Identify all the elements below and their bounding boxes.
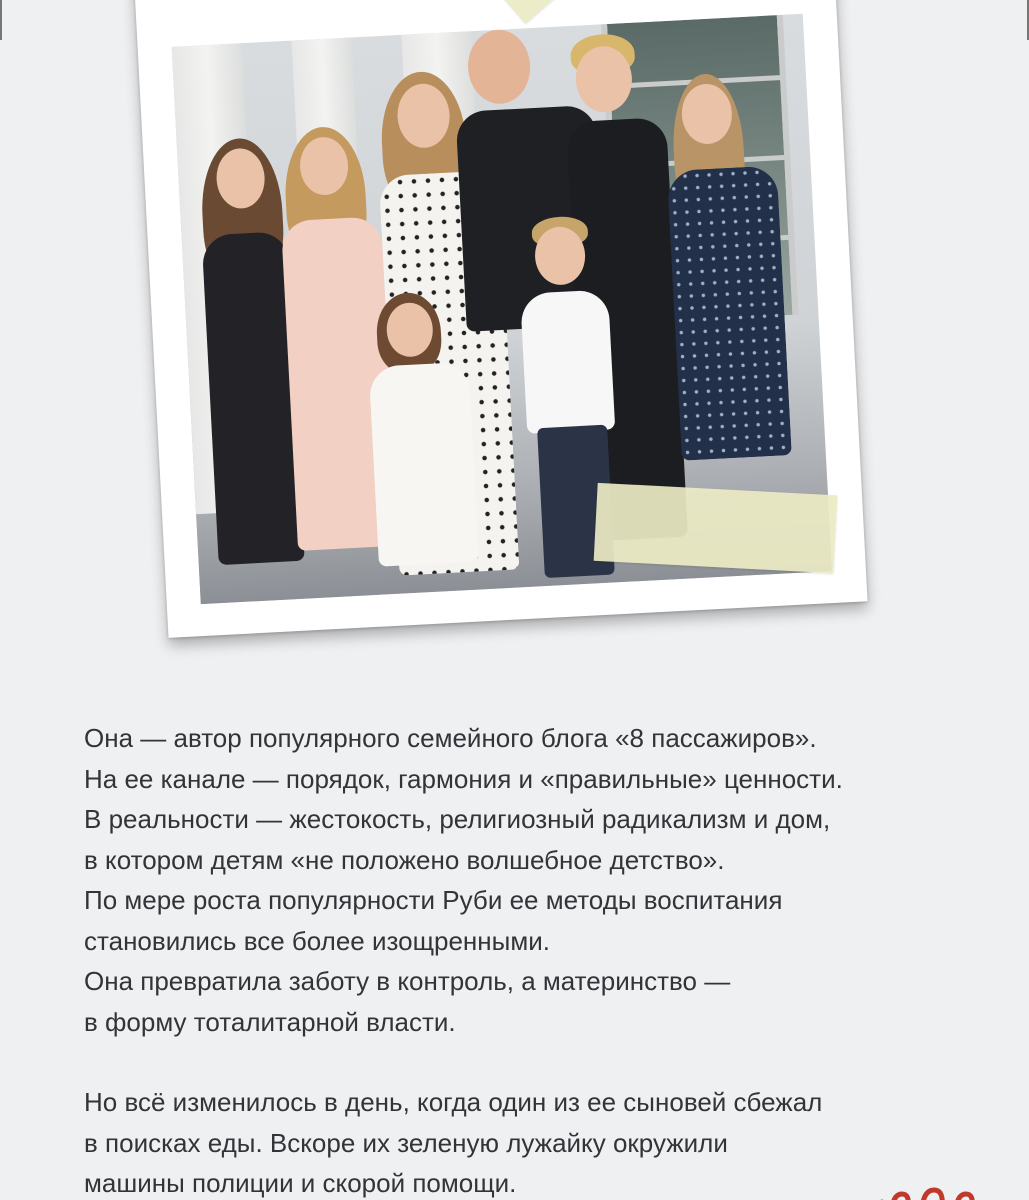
text-line: Она — автор популярного семейного блога «8 пассажиров». <box>84 723 817 753</box>
tape-strip-top <box>469 0 646 24</box>
text-line: В реальности — жестокость, религиозный радикализм и дом, <box>84 804 831 834</box>
text-line: становились все более изощренными. <box>84 925 550 956</box>
polaroid-frame <box>132 0 867 638</box>
text-line: Она превратила заботу в контроль, а материнство — <box>84 966 731 996</box>
text-line: По мере роста популярности Руби ее методы воспитания <box>84 885 783 915</box>
text-line: На ее канале — порядок, гармония и «правильные» ценности. <box>84 763 843 794</box>
body-text <box>84 718 1004 1200</box>
publisher-logo-icon <box>868 1172 988 1200</box>
text-line: в котором детям «не положено волшебное детство». <box>84 844 725 875</box>
text-line: машины полиции и скорой помощи. <box>84 1168 517 1198</box>
text-line: в поисках еды. Вскоре их зеленую лужайку окружили <box>84 1127 728 1158</box>
text-line: в форму тоталитарной власти. <box>84 1006 456 1037</box>
paragraph-gap <box>84 1042 1004 1082</box>
text-line: Но всё изменилось в день, когда один из ее сыновей сбежал <box>84 1087 823 1117</box>
page-edge-left <box>0 0 2 40</box>
tape-strip-bottom <box>594 483 838 573</box>
